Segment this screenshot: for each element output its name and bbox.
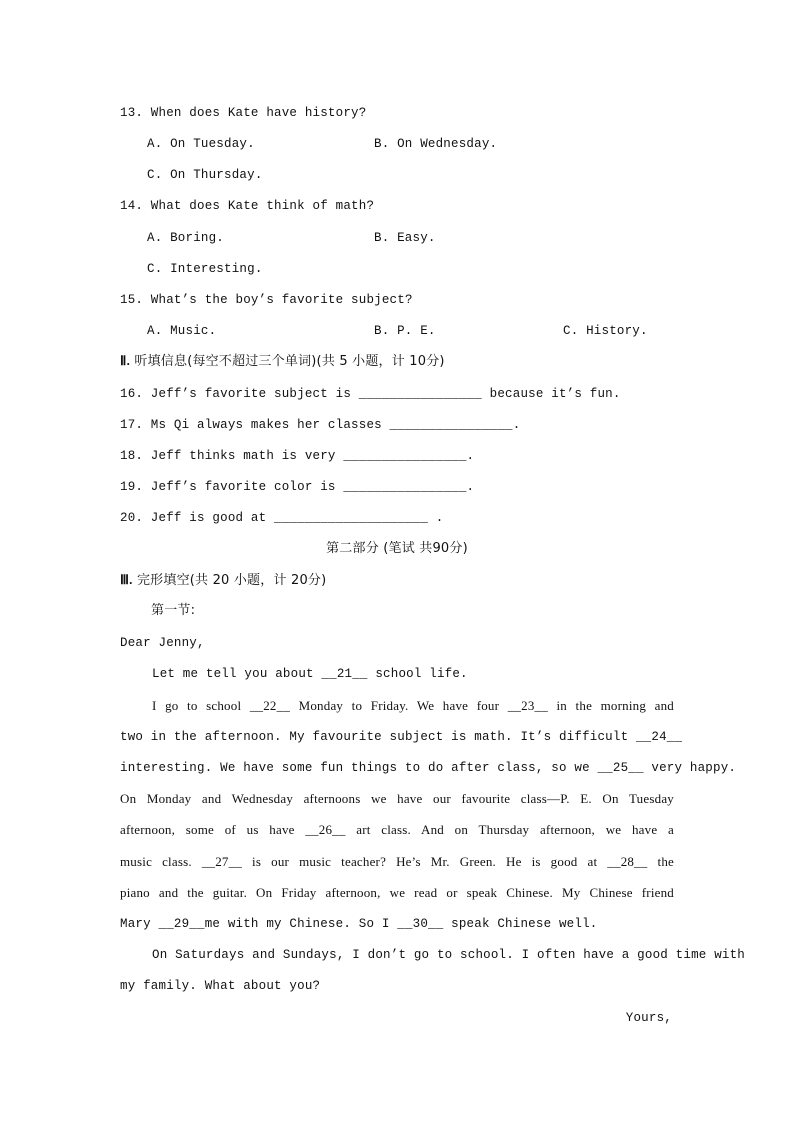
section-title: 完形填空(共 20 小题，计 20分)	[136, 573, 327, 588]
section-numeral: Ⅱ.	[120, 353, 131, 368]
letter-line: On Monday and Wednesday afternoons we have our favourite class—P. E. On Tuesday	[120, 791, 674, 806]
section-numeral: Ⅲ.	[120, 572, 133, 587]
fill-item-19: 19. Jeff’s favorite color is ________________.	[120, 480, 475, 494]
question-14: 14. What does Kate think of math?	[120, 199, 375, 213]
letter-line: piano and the guitar. On Friday afternoon, we read or speak Chinese. My Chinese friend	[120, 885, 674, 900]
section-title: 听填信息(每空不超过三个单词)(共 5 小题，计 10分)	[134, 354, 445, 369]
section-3-heading	[120, 572, 676, 589]
letter-line: my family. What about you?	[120, 979, 321, 993]
section-2-heading	[120, 353, 676, 370]
question-15: 15. What’s the boy’s favorite subject?	[120, 293, 413, 307]
option-b: B. Easy.	[374, 231, 436, 245]
letter-closing: Yours,	[625, 1011, 672, 1025]
letter-line: two in the afternoon. My favourite subject is math. It’s difficult __24__	[120, 730, 683, 744]
letter-line: Let me tell you about __21__ school life.	[152, 667, 468, 681]
option-b: B. On Wednesday.	[374, 137, 498, 151]
fill-item-20: 20. Jeff is good at ____________________ .	[120, 511, 444, 525]
letter-line: afternoon, some of us have __26__ art class. And on Thursday afternoon, we have a	[120, 822, 674, 837]
letter-line: I go to school __22__ Monday to Friday. We have four __23__ in the morning and	[152, 698, 674, 713]
subsection-label: 第一节:	[151, 603, 196, 618]
letter-line: On Saturdays and Sundays, I don’t go to school. I often have a good time with	[152, 948, 745, 962]
question-13: 13. When does Kate have history?	[120, 106, 367, 120]
letter-line: music class. __27__ is our music teacher? He’s Mr. Green. He is good at __28__ the	[120, 854, 674, 869]
fill-item-16: 16. Jeff’s favorite subject is ________________ because it’s fun.	[120, 387, 621, 401]
option-c: C. Interesting.	[147, 262, 263, 276]
option-b: B. P. E.	[374, 324, 436, 338]
option-c: C. On Thursday.	[147, 168, 263, 182]
fill-item-17: 17. Ms Qi always makes her classes ________________.	[120, 418, 521, 432]
fill-item-18: 18. Jeff thinks math is very ________________.	[120, 449, 475, 463]
option-c: C. History.	[563, 324, 648, 338]
part-2-title: 第二部分 (笔试 共90分)	[326, 541, 468, 556]
option-a: A. On Tuesday.	[147, 137, 255, 151]
letter-line: Mary __29__me with my Chinese. So I __30__ speak Chinese well.	[120, 917, 598, 931]
letter-greeting: Dear Jenny,	[120, 636, 205, 650]
option-a: A. Boring.	[147, 231, 225, 245]
option-a: A. Music.	[147, 324, 217, 338]
letter-line: interesting. We have some fun things to do after class, so we __25__ very happy.	[120, 761, 737, 775]
